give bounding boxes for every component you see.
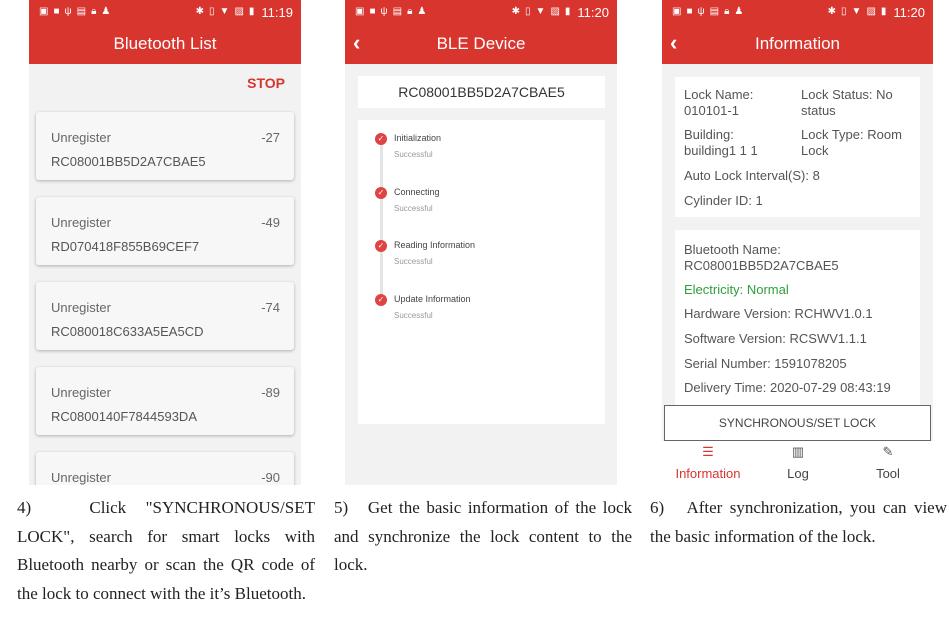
battery-icon: ▮	[248, 6, 255, 17]
delivery-time: Delivery Time: 2020-07-29 08:43:19	[684, 380, 891, 395]
device-info-card	[675, 230, 920, 405]
device-card[interactable]	[36, 282, 294, 350]
stop-scan-button[interactable]: STOP	[247, 75, 285, 91]
lock-icon: 🔒︎	[91, 6, 97, 17]
wifi-icon: ▼	[851, 6, 862, 17]
check-icon: ✓	[375, 294, 387, 306]
bluetooth-name-value: RC08001BB5D2A7CBAE5	[684, 258, 839, 273]
lock-icon: 🔒︎	[724, 6, 730, 17]
bar-chart-icon: ▥	[791, 444, 805, 459]
step-item	[358, 133, 605, 173]
caption-step-5: 5) Get the basic information of the lock and synchronize the lock content to the lock.	[334, 498, 632, 574]
square-notification-icon: ■	[53, 6, 60, 17]
square-notification-icon: ■	[686, 6, 693, 17]
caption-step-4: 4) Click "SYNCHRONOUS/SET LOCK", search for smart locks with Bluetooth nearby or scan the QR code of the lock to connect with the it’s Bluetooth.	[17, 498, 315, 603]
app-bar	[29, 24, 301, 64]
bottom-tab-bar	[662, 441, 933, 485]
device-rssi: -74	[261, 300, 280, 315]
status-bar	[29, 0, 301, 24]
bluetooth-list-screen	[29, 0, 301, 485]
tab-tool[interactable]	[843, 441, 933, 485]
step-item	[358, 240, 605, 280]
clipboard-icon: ▤	[76, 6, 87, 17]
check-icon: ✓	[375, 187, 387, 199]
device-card[interactable]	[36, 112, 294, 180]
lock-status-value: status	[801, 103, 836, 118]
usb-icon: ψ	[64, 6, 72, 17]
tab-label: Log	[787, 466, 809, 481]
android-icon: ♟	[101, 6, 111, 17]
status-time: 11:20	[577, 4, 609, 20]
cylinder-id: Cylinder ID: 1	[684, 193, 763, 208]
device-rssi: -89	[261, 385, 280, 400]
ble-device-screen	[345, 0, 617, 485]
battery-icon: ▮	[564, 6, 571, 17]
bluetooth-icon: ✱	[511, 6, 521, 17]
tab-label: Tool	[876, 466, 900, 481]
bluetooth-name-label: Bluetooth Name:	[684, 242, 781, 257]
lock-status-label: Lock Status: No	[801, 87, 893, 102]
status-time: 11:19	[261, 4, 293, 20]
auto-lock-interval: Auto Lock Interval(S): 8	[684, 168, 820, 183]
list-icon: ☰	[702, 444, 714, 459]
app-bar	[662, 24, 933, 64]
device-status: Unregister	[51, 470, 111, 485]
check-icon: ✓	[375, 240, 387, 252]
usb-icon: ψ	[380, 6, 388, 17]
device-status: Unregister	[51, 130, 111, 145]
vibrate-icon: ▯	[525, 6, 531, 17]
step-status: Successful	[394, 150, 433, 159]
clipboard-icon: ▤	[709, 6, 720, 17]
device-id: RC080018C633A5EA5CD	[51, 324, 204, 339]
lock-type-label: Lock Type: Room	[801, 127, 902, 142]
back-arrow-icon[interactable]: ‹	[353, 30, 361, 55]
image-notification-icon: ▣	[39, 6, 49, 17]
status-bar	[662, 0, 933, 24]
device-id: RC08001BB5D2A7CBAE5	[51, 154, 206, 169]
step-status: Successful	[394, 257, 433, 266]
step-item	[358, 294, 605, 334]
information-screen	[662, 0, 933, 485]
status-time: 11:20	[893, 4, 925, 20]
device-status: Unregister	[51, 215, 111, 230]
building-value: building1 1 1	[684, 143, 758, 158]
device-rssi: -90	[261, 470, 280, 485]
step-title: Reading Information	[394, 240, 476, 250]
bluetooth-icon: ✱	[827, 6, 837, 17]
wifi-icon: ▼	[535, 6, 546, 17]
step-title: Connecting	[394, 187, 440, 197]
bluetooth-icon: ✱	[195, 6, 205, 17]
device-rssi: -49	[261, 215, 280, 230]
hardware-version: Hardware Version: RCHWV1.0.1	[684, 306, 873, 321]
device-card[interactable]	[36, 367, 294, 435]
step-title: Update Information	[394, 294, 471, 304]
device-status: Unregister	[51, 300, 111, 315]
wrench-icon: ✎	[882, 444, 894, 459]
device-id: RD070418F855B69CEF7	[51, 239, 200, 254]
square-notification-icon: ■	[369, 6, 376, 17]
page-title: Bluetooth List	[113, 34, 217, 53]
step-status: Successful	[394, 311, 433, 320]
wifi-icon: ▼	[219, 6, 230, 17]
android-icon: ♟	[734, 6, 744, 17]
step-title: Initialization	[394, 133, 442, 143]
device-status: Unregister	[51, 385, 111, 400]
status-bar	[345, 0, 617, 24]
lock-icon: 🔒︎	[407, 6, 413, 17]
device-id: RC0800140F7844593DA	[51, 409, 197, 424]
step-status: Successful	[394, 204, 433, 213]
battery-icon: ▮	[880, 6, 887, 17]
device-card[interactable]	[36, 452, 294, 485]
page-title: Information	[754, 34, 841, 53]
no-sim-icon: ▨	[234, 6, 244, 17]
check-icon: ✓	[375, 133, 387, 145]
lock-info-card	[675, 77, 920, 217]
app-bar	[345, 24, 617, 64]
vibrate-icon: ▯	[841, 6, 847, 17]
tab-log[interactable]	[753, 441, 843, 485]
tab-information[interactable]	[663, 441, 753, 485]
software-version: Software Version: RCSWV1.1.1	[684, 331, 867, 346]
lock-name-label: Lock Name:	[684, 87, 754, 102]
electricity-status: Electricity: Normal	[684, 282, 789, 297]
no-sim-icon: ▨	[866, 6, 876, 17]
usb-icon: ψ	[697, 6, 705, 17]
android-icon: ♟	[417, 6, 427, 17]
building-label: Building:	[684, 127, 734, 142]
image-notification-icon: ▣	[355, 6, 365, 17]
tab-label: Information	[675, 466, 741, 481]
caption-step-6: 6) After synchronization, you can view the basic information of the lock.	[650, 498, 947, 546]
image-notification-icon: ▣	[672, 6, 682, 17]
lock-type-value: Lock	[801, 143, 829, 158]
vibrate-icon: ▯	[209, 6, 215, 17]
page-title: BLE Device	[436, 34, 526, 53]
progress-steps	[358, 120, 605, 424]
lock-name-value: 010101-1	[684, 103, 739, 118]
synchronous-set-lock-button[interactable]: SYNCHRONOUS/SET LOCK	[664, 405, 931, 441]
step-item	[358, 187, 605, 227]
device-card[interactable]	[36, 197, 294, 265]
device-rssi: -27	[261, 130, 280, 145]
device-id-display: RC08001BB5D2A7CBAE5	[358, 76, 605, 108]
serial-number: Serial Number: 1591078205	[684, 356, 847, 371]
back-arrow-icon[interactable]: ‹	[670, 30, 678, 55]
clipboard-icon: ▤	[392, 6, 403, 17]
no-sim-icon: ▨	[550, 6, 560, 17]
